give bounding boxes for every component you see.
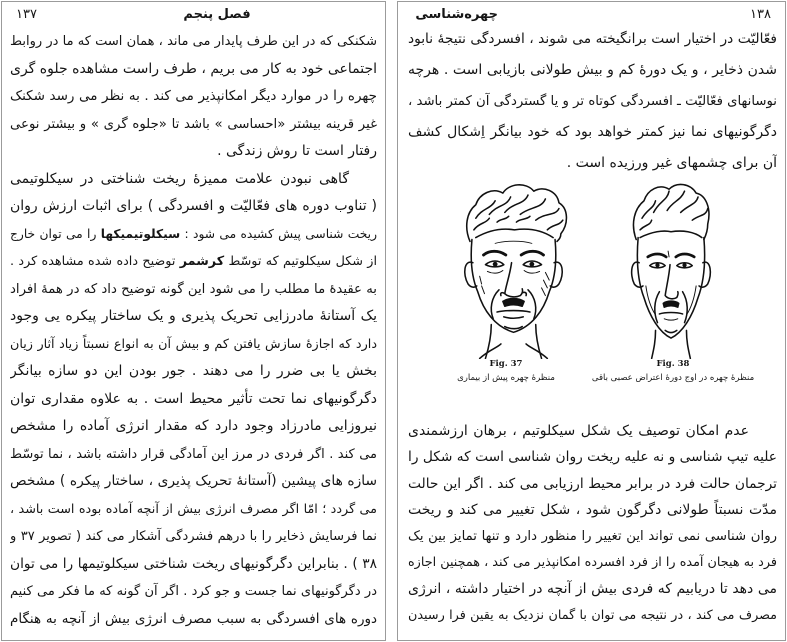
text-line: رفتار است تا روش زندگی . [217,143,377,159]
text-line: نوسانهای فعّالیّت ـ افسردگی کوتاه تر و یا گستردگی آن کمتر باشد ، [408,94,777,109]
text-line: می کند . اگر فردی در مرز این آمادگی قرار داشته باشد ، نما توسّط [10,446,377,462]
text-line: به عقیدهٔ ما مطلب را می شود این گونه توضیح داد که در همهٔ افراد [10,281,377,297]
text-line: شدن ذخایر ، و یک دورهٔ کم و بیش طولانی بازیابی است . هرچه [408,62,777,78]
running-header: فصل پنجم [183,7,251,22]
text-line [10,248,377,276]
text-line: دگرگونیهای نما نیز کمتر خواهد بود که خود بیانگر اِشکال کشف [408,124,777,140]
page-number: ۱۳۷ [16,7,37,22]
text-line: ( تناوب دوره های فعّالیّت و افسردگی ) برای اثبات ارزش روان [10,198,377,214]
text-line: در دگرگونیهای نما جست و جو کرد . اگر آن گونه که ما فکر می کنیم [10,584,377,599]
text-line: گاهی نبودن علامت ممیزهٔ ریخت شناختی در سیکلوتیمی [10,170,349,187]
text-segment: توضیح داده شده مشاهده کرد . [10,254,180,269]
text-line: دوره های افسردگی به سبب مصرف انرژی بیش از آنچه به هنگام [10,610,377,627]
text-line: بخش یا بی ضرر را می دهند . جور بودن این دو سازه بیانگر [10,363,377,379]
figure-caption: منظرهٔ چهره پیش از بیماری [457,373,555,383]
bold-term: کرشمر [179,254,225,269]
face-sketch-fig-38 [613,179,729,359]
right-page [397,1,786,641]
body-text [408,24,777,179]
text-segment: از شکل سیکلوتیم که توسّط [224,254,377,269]
text-line: فرد به هیجان آمده را از فرد افسرده امکانپذیر می کند ، همچنین اجازه [408,555,777,571]
text-line: روان شناسی نمی تواند این تغییر را منظور دارد و تنها تمایز بین یک [408,528,777,544]
text-line: یک آستانهٔ مادرزایی تحریک پذیری و یک ساختار پیکره یی وجود [10,308,377,324]
text-line [10,221,377,249]
text-line: می دهد تا دریابیم که فردی بیش از آنچه در اختیار داشته ، انرژی [408,581,777,598]
text-line: دارد که اجازهٔ سازش یافتن کم و بیش آن به انواع نسبتاً زیاد آثار زیان [10,336,377,352]
text-line: می گردد ؛ امّا اگر مصرف انرژی بیش از آنچه آماده بوده است باشد ، [10,501,377,517]
bold-term: سیکلوتیمیکها [100,226,181,241]
text-line: دگرگونیهای نما تحت تأثیر محیط است . به علاوه مقداری توان [10,390,377,407]
text-line: سازه های پیشین (آستانهٔ تحریک پذیری ، ساختار پیکره ) مشخص [10,473,377,489]
text-line: مصرف می کند ، در نتیجه می توان با گمان نزدیک به یقین فرا رسیدن [408,607,777,623]
figure-caption: منظرهٔ چهره در اوج دورهٔ اعتراض عصبی باقی [591,373,755,383]
face-sketch-fig-37 [441,179,586,359]
text-line: چهره را در موارد دیگر امکانپذیر می کند . به نظر می رسد شکنک [10,88,377,104]
figure-label: Fig. 37 [489,359,523,369]
text-line: فعّالیّت در اختیار است برانگیخته می شوند ، افسردگی نتیجهٔ نابود [408,31,777,47]
left-page [1,1,386,641]
text-line: نیروزایی مادرزاد وجود دارد که مقدار انرژی آماده را مشخص [10,418,377,434]
text-line: آن برای چشمهای غیر ورزیده است . [566,155,777,171]
text-line: نما فرسایش ذخایر را با درهم فشردگی آشکار می کند ( تصویر ۳۷ و [10,529,377,544]
running-header: چهره‌شناسی [415,7,498,22]
text-segment: را می توان خارج [10,226,101,241]
figure-label: Fig. 38 [656,359,690,369]
text-line: غیر قرینه بیشتر «احساسی » باشد تا «جلوه گری » و بیشتر نوعی [10,116,377,132]
body-text [408,418,777,629]
text-line: عدم امکان توصیف یک شکل سیکلوتیم ، برهان ارزشمندی [408,423,749,439]
text-line: شکنکی که در این طرف پایدار می ماند ، همان است که ما در روابط [10,34,377,49]
text-line: علیه تیپ شناسی و نه علیه ریخت روان شناسی است که شکل را [408,449,777,466]
text-line: ترجمان حالت فرد در برابر محیط ارزیابی می کند . اگر این حالت [408,475,777,492]
body-text [10,28,377,633]
text-line: مدّت نسبتاً طولانی دگرگون شود ، شکل تغییر می کند و ریخت [408,502,777,519]
page-number: ۱۳۸ [750,7,771,22]
text-line: اجتماعی خود به کار می بریم ، طرف راست مشاهده جلوه گری [10,60,377,77]
text-segment: ریخت شناسی پیش کشیده می شود : [180,226,377,241]
text-line: ۳۸ ) . بنابراین دگرگونیهای ریخت شناختی سیکلوتیمها را می توان [10,555,377,572]
